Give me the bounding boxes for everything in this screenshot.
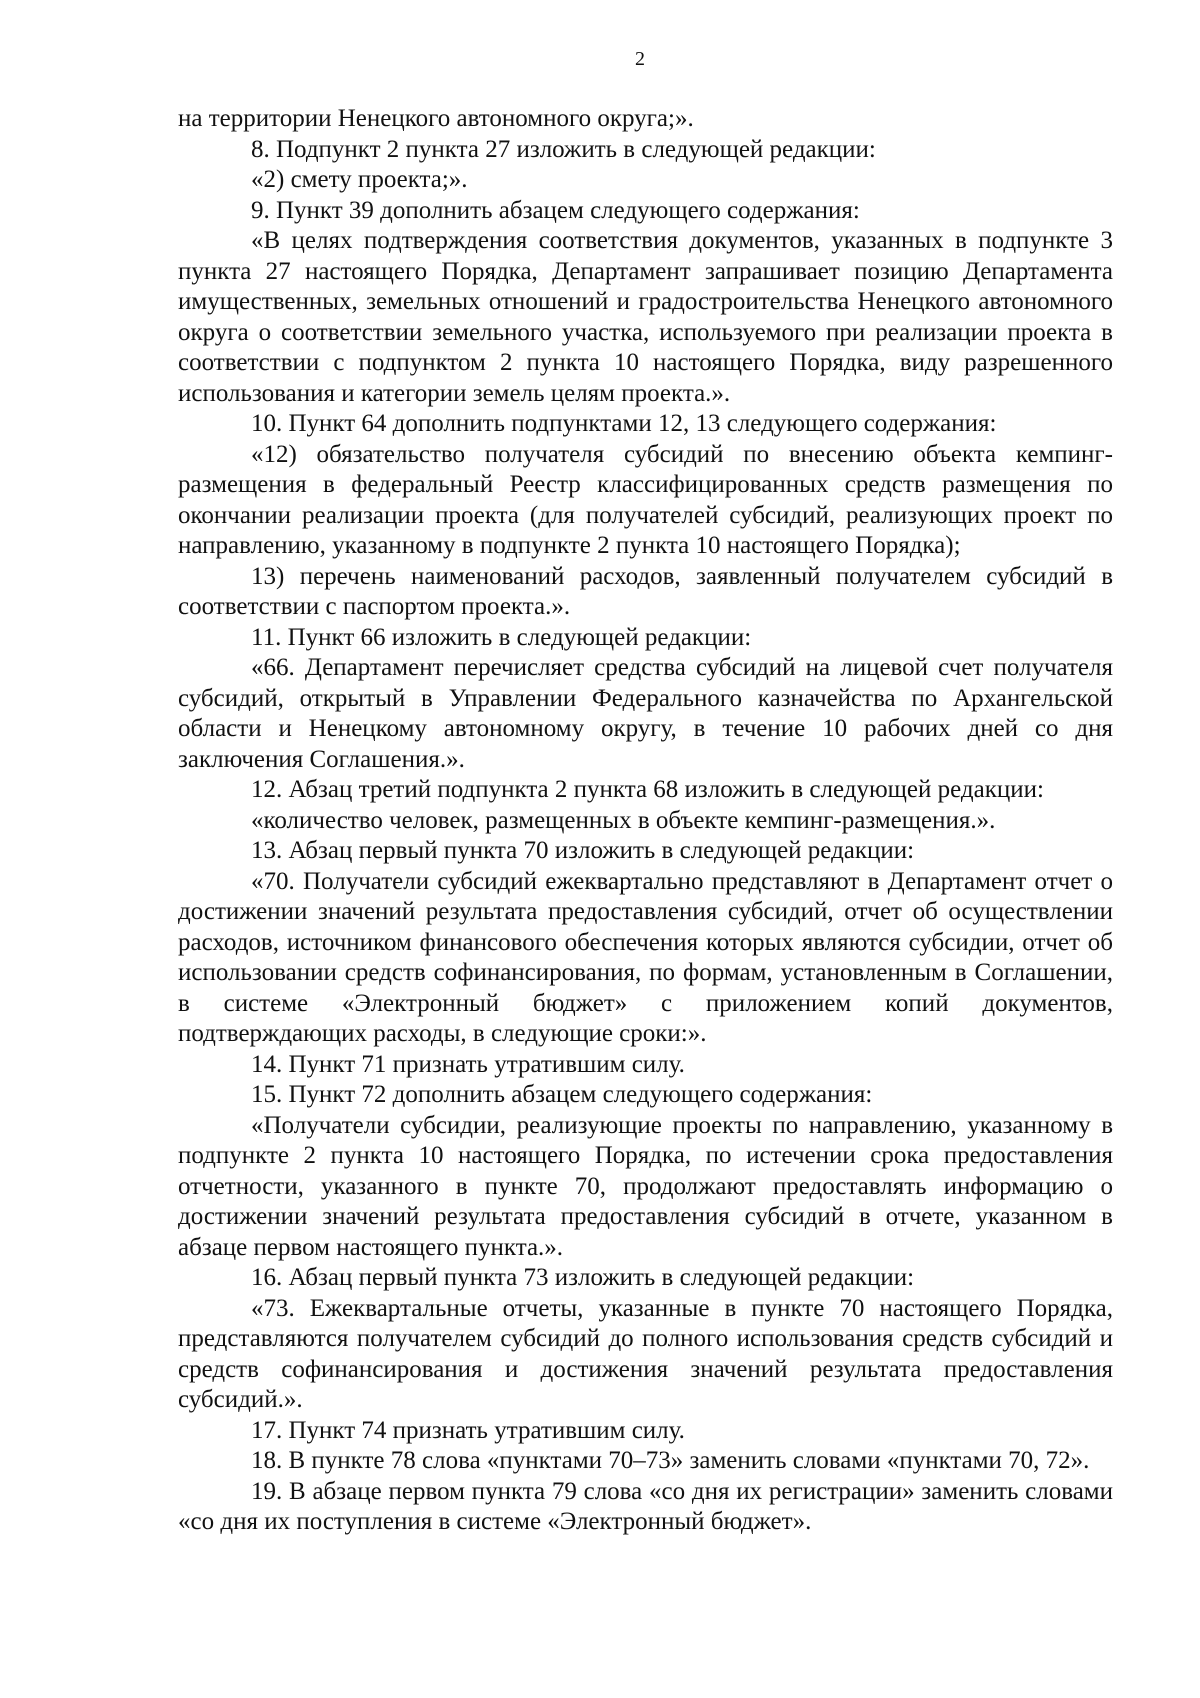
paragraph: «В целях подтверждения соответствия документов, указанных в подпункте 3 пункта 27 настоящего Порядка, Департамент запрашивает позицию Департамента имущественных, земельных отношений и градостроительства Ненецкого автономного округа о соответствии земельного участка, используемого при реализации проекта в соответствии с подпунктом 2 пункта 10 настоящего Порядка, виду разрешенного использования и категории земель целям проекта.». <box>178 227 1113 407</box>
paragraph: 19. В абзаце первом пункта 79 слова «со дня их регистрации» заменить словами «со дня их поступления в системе «Электронный бюджет». <box>178 1477 1113 1535</box>
paragraph: 8. Подпункт 2 пункта 27 изложить в следующей редакции: <box>251 135 876 163</box>
paragraph: 14. Пункт 71 признать утратившим силу. <box>251 1050 685 1078</box>
paragraph: «Получатели субсидии, реализующие проекты по направлению, указанному в подпункте 2 пункта 10 настоящего Порядка, по истечении срока предоставления отчетности, указанного в пункте 70, продолжают предоставлять информацию о достижении значений результата предоставления субсидий в отчете, указанном в абзаце первом настоящего пункта.». <box>178 1111 1113 1261</box>
paragraph: «66. Департамент перечисляет средства субсидий на лицевой счет получателя субсидий, открытый в Управлении Федерального казначейства по Архангельской области и Ненецкому автономному округу, в течение 10 рабочих дней со дня заключения Соглашения.». <box>178 654 1113 773</box>
paragraph: «2) смету проекта;». <box>251 166 468 193</box>
paragraph: «73. Ежеквартальные отчеты, указанные в пункте 70 настоящего Порядка, представляются получателем субсидий до полного использования средств субсидий и средств софинансирования и достижения значений результата предоставления субсидий.». <box>178 1294 1113 1413</box>
paragraph: 18. В пункте 78 слова «пунктами 70–73» заменить словами «пунктами 70, 72». <box>251 1447 1090 1474</box>
paragraph: 12. Абзац третий подпункта 2 пункта 68 изложить в следующей редакции: <box>251 776 1044 803</box>
paragraph: 13. Абзац первый пункта 70 изложить в следующей редакции: <box>251 837 915 864</box>
paragraph: «70. Получатели субсидий ежеквартально представляют в Департамент отчет о достижении значений результата предоставления субсидий, отчет об осуществлении расходов, источником финансового обеспечения которых являются субсидии, отчет об использовании средств софинансирования, по формам, установленным в Соглашении, в системе «Электронный бюджет» с приложением копий документов, подтверждающих расходы, в следующие сроки:». <box>178 867 1113 1047</box>
page-number: 2 <box>635 48 645 70</box>
paragraph: 9. Пункт 39 дополнить абзацем следующего содержания: <box>251 196 860 224</box>
paragraph: 10. Пункт 64 дополнить подпунктами 12, 13 следующего содержания: <box>251 410 997 437</box>
paragraph: 13) перечень наименований расходов, заявленный получателем субсидий в соответствии с паспортом проекта.». <box>178 562 1113 620</box>
paragraph: «количество человек, размещенных в объекте кемпинг-размещения.». <box>251 806 996 834</box>
document-body <box>178 104 1113 1538</box>
paragraph: 15. Пункт 72 дополнить абзацем следующего содержания: <box>251 1081 873 1108</box>
paragraph: 11. Пункт 66 изложить в следующей редакции: <box>251 623 752 651</box>
paragraph: на территории Ненецкого автономного округа;». <box>178 105 694 132</box>
paragraph: 17. Пункт 74 признать утратившим силу. <box>251 1416 685 1444</box>
paragraph: 16. Абзац первый пункта 73 изложить в следующей редакции: <box>251 1264 915 1291</box>
paragraph: «12) обязательство получателя субсидий по внесению объекта кемпинг-размещения в федеральный Реестр классифицированных средств размещения по окончании реализации проекта (для получателей субсидий, реализующих проект по направлению, указанному в подпункте 2 пункта 10 настоящего Порядка); <box>178 440 1113 559</box>
